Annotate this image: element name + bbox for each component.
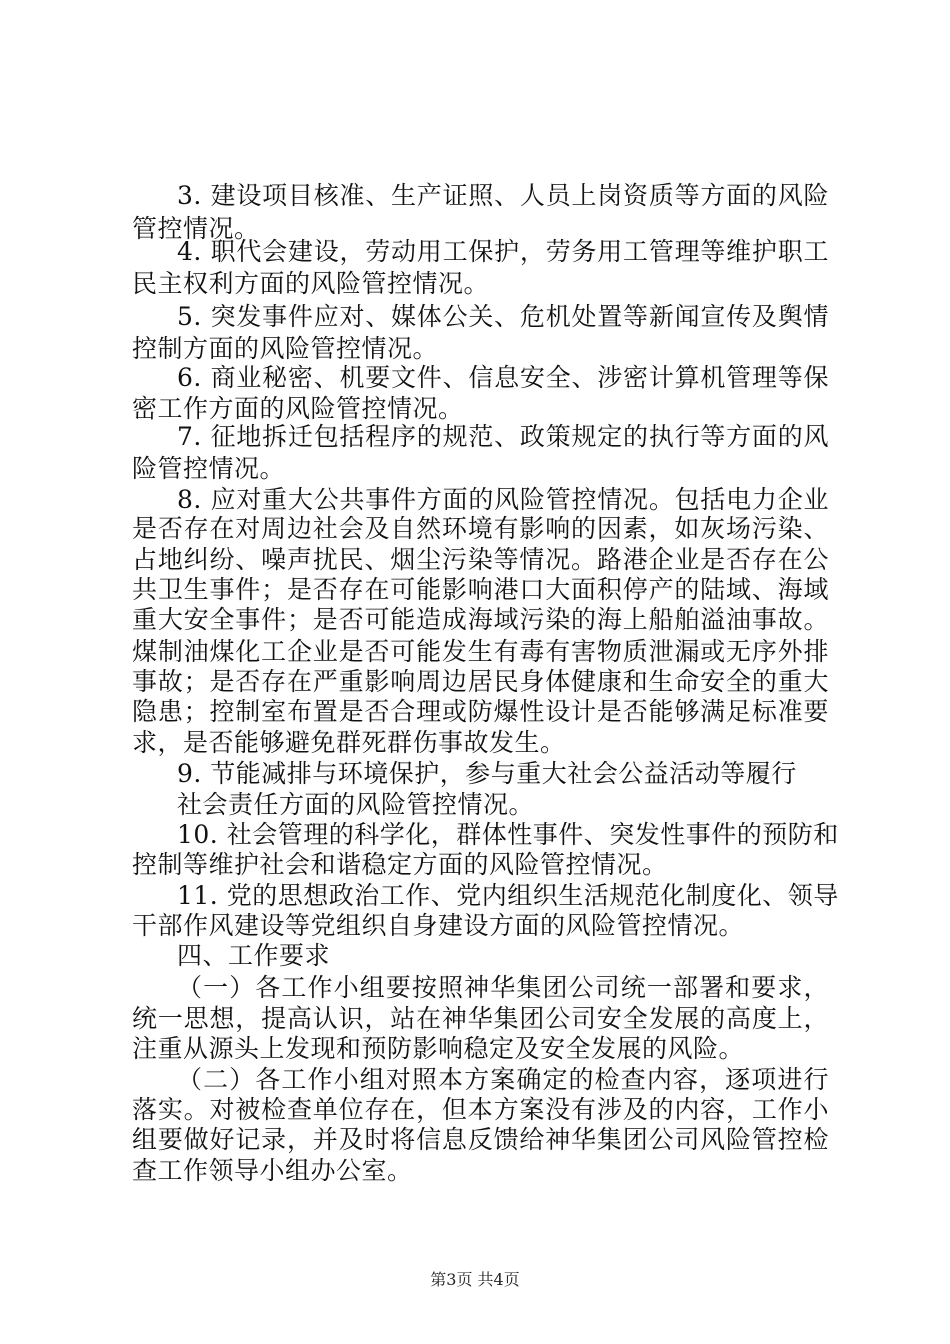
body-line: 5. 突发事件应对、媒体公关、危机处置等新闻宣传及舆情	[177, 302, 829, 331]
body-line: 重大安全事件；是否可能造成海域污染的海上船舶溢油事故。	[132, 605, 829, 634]
body-line: 隐患；控制室布置是否合理或防爆性设计是否能够满足标准要	[132, 697, 829, 726]
body-line: 求，是否能够避免群死群伤事故发生。	[132, 728, 566, 757]
body-line: 10. 社会管理的科学化，群体性事件、突发性事件的预防和	[177, 820, 839, 849]
body-line: 干部作风建设等党组织自身建设方面的风险管控情况。	[132, 911, 745, 940]
body-line: 社会责任方面的风险管控情况。	[177, 790, 535, 819]
body-line: 密工作方面的风险管控情况。	[132, 394, 464, 423]
page-footer: 第3页 共4页	[430, 1270, 520, 1289]
body-line: 查工作领导小组办公室。	[132, 1156, 413, 1185]
body-line: 管控情况。	[132, 214, 260, 243]
body-line: 注重从源头上发现和预防影响稳定及安全发展的风险。	[132, 1034, 745, 1063]
body-line: 险管控情况。	[132, 454, 286, 483]
body-line: （二）各工作小组对照本方案确定的检查内容，逐项进行	[177, 1065, 829, 1094]
body-line: 控制等维护社会和谐稳定方面的风险管控情况。	[132, 850, 668, 879]
body-line: 是否存在对周边社会及自然环境有影响的因素，如灰场污染、	[132, 514, 829, 543]
body-line: 4. 职代会建设，劳动用工保护，劳务用工管理等维护职工	[177, 237, 829, 266]
body-line: 组要做好记录，并及时将信息反馈给神华集团公司风险管控检	[132, 1125, 829, 1154]
body-line: 落实。对被检查单位存在，但本方案没有涉及的内容，工作小	[132, 1095, 829, 1124]
body-line: （一）各工作小组要按照神华集团公司统一部署和要求，	[177, 973, 829, 1002]
body-line: 民主权利方面的风险管控情况。	[132, 269, 490, 298]
section-heading: 四、工作要求	[177, 941, 331, 970]
body-line: 8. 应对重大公共事件方面的风险管控情况。包括电力企业	[177, 485, 829, 514]
body-line: 6. 商业秘密、机要文件、信息安全、涉密计算机管理等保	[177, 363, 829, 392]
body-line: 统一思想，提高认识，站在神华集团公司安全发展的高度上，	[132, 1004, 829, 1033]
body-line: 11. 党的思想政治工作、党内组织生活规范化制度化、领导	[177, 881, 839, 910]
body-line: 占地纠纷、噪声扰民、烟尘污染等情况。路港企业是否存在公	[132, 545, 829, 574]
body-line: 煤制油煤化工企业是否可能发生有毒有害物质泄漏或无序外排	[132, 637, 829, 666]
body-line: 9. 节能减排与环境保护，参与重大社会公益活动等履行	[177, 759, 797, 788]
body-line: 3. 建设项目核准、生产证照、人员上岗资质等方面的风险	[177, 181, 829, 210]
body-line: 7. 征地拆迁包括程序的规范、政策规定的执行等方面的风	[177, 422, 829, 451]
body-line: 共卫生事件；是否存在可能影响港口大面积停产的陆域、海域	[132, 575, 829, 604]
body-line: 控制方面的风险管控情况。	[132, 334, 439, 363]
body-line: 事故；是否存在严重影响周边居民身体健康和生命安全的重大	[132, 667, 829, 696]
